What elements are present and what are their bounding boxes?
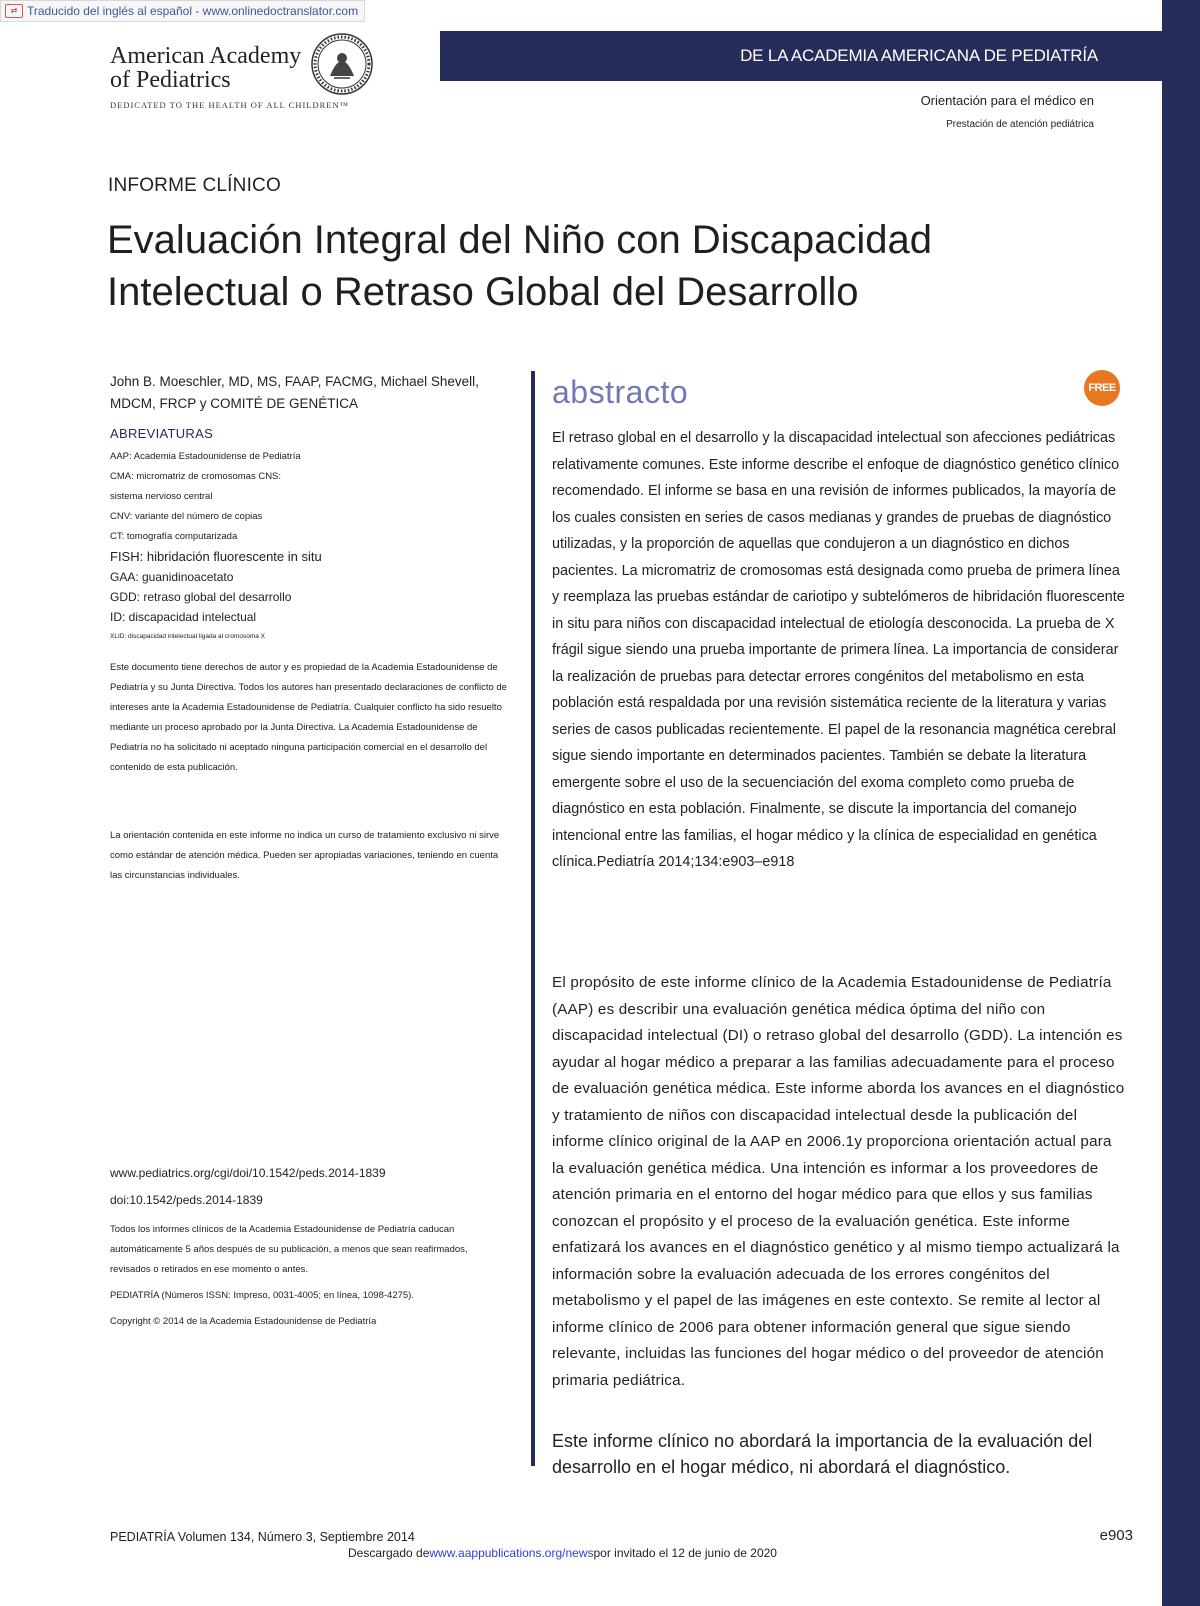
intro-paragraph-2: Este informe clínico no abordará la importancia de la evaluación del desarrollo en el hogar médico, ni abordará el diagnóstico.	[552, 1431, 1093, 1477]
download-suffix: por invitado el 12 de junio de 2020	[593, 1546, 777, 1560]
abbreviation-item: FISH: hibridación fluorescente in situ	[110, 549, 322, 564]
download-link[interactable]: www.aappublications.org/news	[429, 1546, 594, 1560]
abbreviations-list	[110, 447, 510, 647]
expiry-note: Todos los informes clínicos de la Academia Estadounidense de Pediatría caducan automáticamente 5 años después de su publicación, a menos que sean reafirmados, revisados o retirados en ese momento o antes.	[110, 1224, 468, 1275]
issn-note: PEDIATRÍA (Números ISSN: Impreso, 0031-4005; en línea, 1098-4275).	[110, 1290, 414, 1301]
header-banner: DE LA ACADEMIA AMERICANA DE PEDIATRÍA	[440, 31, 1162, 81]
copyright-note: Este documento tiene derechos de autor y es propiedad de la Academia Estadounidense de Pediatría y su Junta Directiva. Todos los autores han presentado declaraciones de conflicto de intereses ante la Academia Estadounidense de Pediatría. Cualquier conflicto ha sido resuelto mediante un proceso aprobado por la Junta Directiva. La Academia Estadounidense de Pediatría no ha solicitado ni aceptado ninguna participación comercial en el desarrollo del contenido de esta publicación.	[110, 662, 507, 773]
right-stripe	[1162, 0, 1200, 1606]
abbreviation-item: GDD: retraso global del desarrollo	[110, 590, 292, 604]
article-url-link[interactable]: www.pediatrics.org/cgi/doi/10.1542/peds.2014-1839	[110, 1166, 386, 1180]
guidance-line-2: Prestación de atención pediátrica	[946, 119, 1094, 130]
logo-tagline: DEDICATED TO THE HEALTH OF ALL CHILDREN™	[110, 100, 349, 110]
free-badge: FREE	[1084, 370, 1120, 406]
column-divider	[531, 371, 535, 1466]
doi-block	[110, 1158, 510, 1332]
abstract-text: El retraso global en el desarrollo y la discapacidad intelectual son afecciones pediátricas relativamente comunes. Este informe describe el enfoque de diagnóstico genético clínico recomendado. El informe se basa en una revisión de informes publicados, la mayoría de los cuales consisten en series de casos medianas y grandes de pruebas de diagnóstico utilizadas, y la proporción de aquellas que condujeron a un diagnóstico en dichos pacientes. La micromatriz de cromosomas está designada como prueba de primera línea y reemplaza las pruebas estándar de cariotipo y subtelómeros de hibridación fluorescente in situ para niños con discapacidad intelectual de etiología desconocida. La prueba de X frágil sigue siendo una prueba importante de primera línea. La importancia de considerar la realización de pruebas para detectar errores congénitos del metabolismo en esta población está respaldada por una revisión sistemática reciente de la literatura y varias series de casos publicadas recientemente. El papel de la resonancia magnética cerebral sigue siendo importante en determinados pacientes. También se debate la literatura emergente sobre el uso de la secuenciación del exoma completo como prueba de diagnóstico en esta población. Finalmente, se discute la importancia del comanejo intencional entre las familias, el hogar médico y la clínica de especialidad en genética clínica.Pediatría 2014;134:e903–e918	[552, 430, 1125, 870]
logo-line-1: American Academy	[110, 43, 302, 69]
copyright-line: Copyright © 2014 de la Academia Estadounidense de Pediatría	[110, 1316, 377, 1327]
logo-line-2: of Pediatrics	[110, 67, 231, 93]
left-column	[110, 371, 510, 647]
abbreviation-item: CNV: variante del número de copias	[110, 511, 263, 522]
footer-journal: PEDIATRÍA Volumen 134, Número 3, Septiembre 2014	[110, 1530, 415, 1544]
authors-line-2: MDCM, FRCP y COMITÉ DE GENÉTICA	[110, 396, 359, 411]
title-line-2: Intelectual o Retraso Global del Desarrollo	[107, 270, 859, 314]
aap-seal-icon	[310, 32, 374, 96]
guidance-header	[921, 92, 1094, 134]
doi-text: doi:10.1542/peds.2014-1839	[110, 1193, 263, 1207]
abbreviation-item: XLID: discapacidad intelectual ligada al cromosoma X	[110, 633, 266, 640]
section-label: INFORME CLÍNICO	[108, 175, 281, 196]
translator-text[interactable]: Traducido del inglés al español - www.onlinedoctranslator.com	[27, 4, 359, 18]
abbreviation-item: ID: discapacidad intelectual	[110, 610, 257, 624]
abbreviation-item: CT: tomografía computarizada	[110, 531, 238, 542]
guidance-note: La orientación contenida en este informe no indica un curso de tratamiento exclusivo ni sirve como estándar de atención médica. Pueden ser apropiadas variaciones, teniendo en cuenta las circunstancias individuales.	[110, 830, 500, 881]
translator-bar[interactable]	[0, 0, 365, 22]
abbreviation-item: CMA: micromatriz de cromosomas CNS:	[110, 471, 282, 482]
article-title	[107, 214, 1067, 318]
download-line	[348, 1546, 777, 1560]
authors	[110, 371, 510, 415]
download-prefix: Descargado de	[348, 1546, 430, 1560]
abbreviation-item: sistema nervioso central	[110, 491, 213, 502]
abbreviation-item: AAP: Academia Estadounidense de Pediatría	[110, 451, 301, 462]
page-number: e903	[1099, 1527, 1133, 1544]
guidance-line-1: Orientación para el médico en	[920, 93, 1094, 108]
title-line-1: Evaluación Integral del Niño con Discapacidad	[107, 218, 932, 262]
abbreviation-item: GAA: guanidinoacetato	[110, 570, 234, 584]
translate-icon: ⇄	[5, 4, 23, 18]
abstract-heading: abstracto	[552, 374, 689, 410]
intro-paragraph-1: El propósito de este informe clínico de la Academia Estadounidense de Pediatría (AAP) es describir una evaluación genética médica óptima del niño con discapacidad intelectual (DI) o retraso global del desarrollo (GDD). La intención es ayudar al hogar médico a preparar a las familias adecuadamente para el proceso de evaluación genética médica. Este informe aborda los avances en el diagnóstico y tratamiento de niños con discapacidad intelectual desde la publicación del informe clínico original de la AAP en 2006.1y proporciona orientación actual para la evaluación genética médica. Una intención es informar a los proveedores de atención primaria en el entorno del hogar médico para que ellos y sus familias conozcan el propósito y el proceso de la evaluación genética. Este informe enfatizará los avances en el diagnóstico genético y al mismo tiempo actualizará la información sobre la evaluación adecuada de los errores congénitos del metabolismo y el papel de las imágenes en este contexto. Se remite al lector al informe clínico de 2006 para obtener información general que sigue siendo relevante, incluidas las funciones del hogar médico o del proveedor de atención primaria pediátrica.	[552, 974, 1125, 1389]
abbreviations-heading: ABREVIATURAS	[110, 426, 214, 441]
authors-line-1: John B. Moeschler, MD, MS, FAAP, FACMG, Michael Shevell,	[110, 374, 479, 389]
